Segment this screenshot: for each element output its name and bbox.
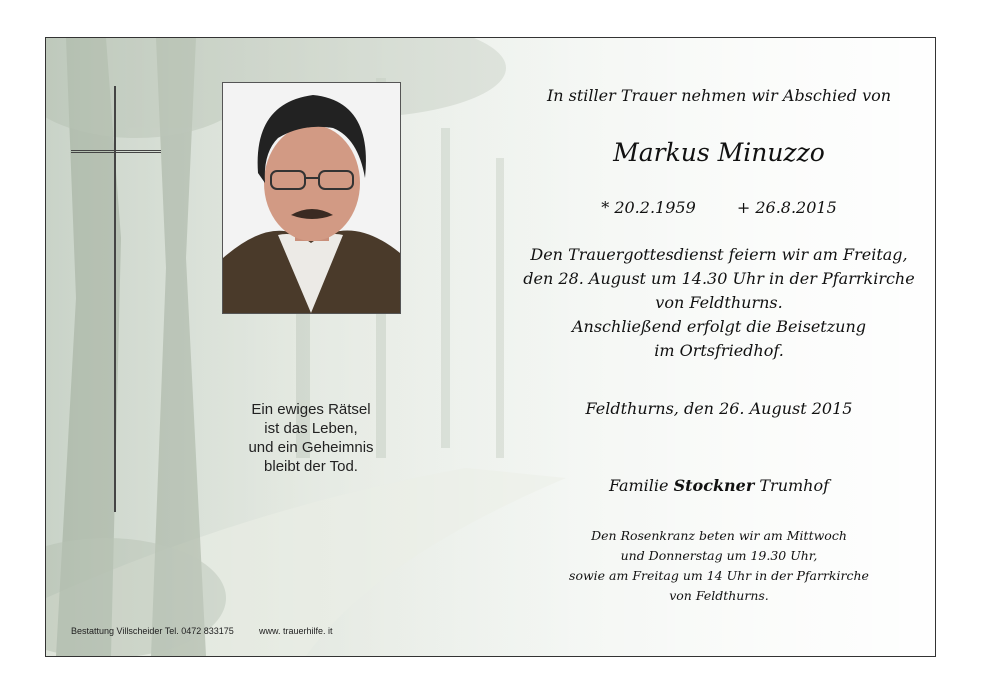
portrait-photo [222, 82, 401, 314]
rosary-line: Den Rosenkranz beten wir am Mittwoch [591, 528, 847, 543]
death-date: + 26.8.2015 [736, 198, 837, 217]
rosary-line: und Donnerstag um 19.30 Uhr, [620, 548, 818, 563]
rosary-info [494, 526, 936, 606]
life-dates [494, 198, 936, 217]
quote-line: Ein ewiges Rätsel [251, 401, 371, 418]
rosary-line: sowie am Freitag um 14 Uhr in der Pfarrkirche [569, 568, 869, 583]
birth-date: * 20.2.1959 [601, 198, 696, 217]
service-line: Anschließend erfolgt die Beisetzung [571, 317, 867, 336]
cross-horizontal-bar [71, 150, 161, 153]
rosary-line: von Feldthurns. [669, 588, 769, 603]
quote-line: ist das Leben, [264, 420, 358, 437]
place-and-date: Feldthurns, den 26. August 2015 [585, 399, 853, 418]
service-line: den 28. August um 14.30 Uhr in der Pfarrkirche [523, 269, 915, 288]
service-info [494, 243, 936, 363]
quote [196, 400, 426, 476]
service-line: Den Trauergottesdienst feiern wir am Freitag, [530, 245, 908, 264]
family-surname: Stockner [673, 476, 755, 495]
family-signature [494, 476, 936, 495]
undertaker-info: Bestattung Villscheider Tel. 0472 833175 [71, 626, 234, 636]
family-suffix: Trumhof [759, 476, 830, 495]
obituary-card [45, 37, 936, 657]
family-prefix: Familie [608, 476, 669, 495]
quote-line: bleibt der Tod. [264, 458, 358, 475]
intro-text: In stiller Trauer nehmen wir Abschied von [546, 86, 892, 105]
service-line: von Feldthurns. [655, 293, 783, 312]
website-text: www. trauerhilfe. it [259, 626, 333, 636]
quote-line: und ein Geheimnis [248, 439, 374, 456]
service-line: im Ortsfriedhof. [654, 341, 784, 360]
deceased-name: Markus Minuzzo [613, 138, 825, 167]
